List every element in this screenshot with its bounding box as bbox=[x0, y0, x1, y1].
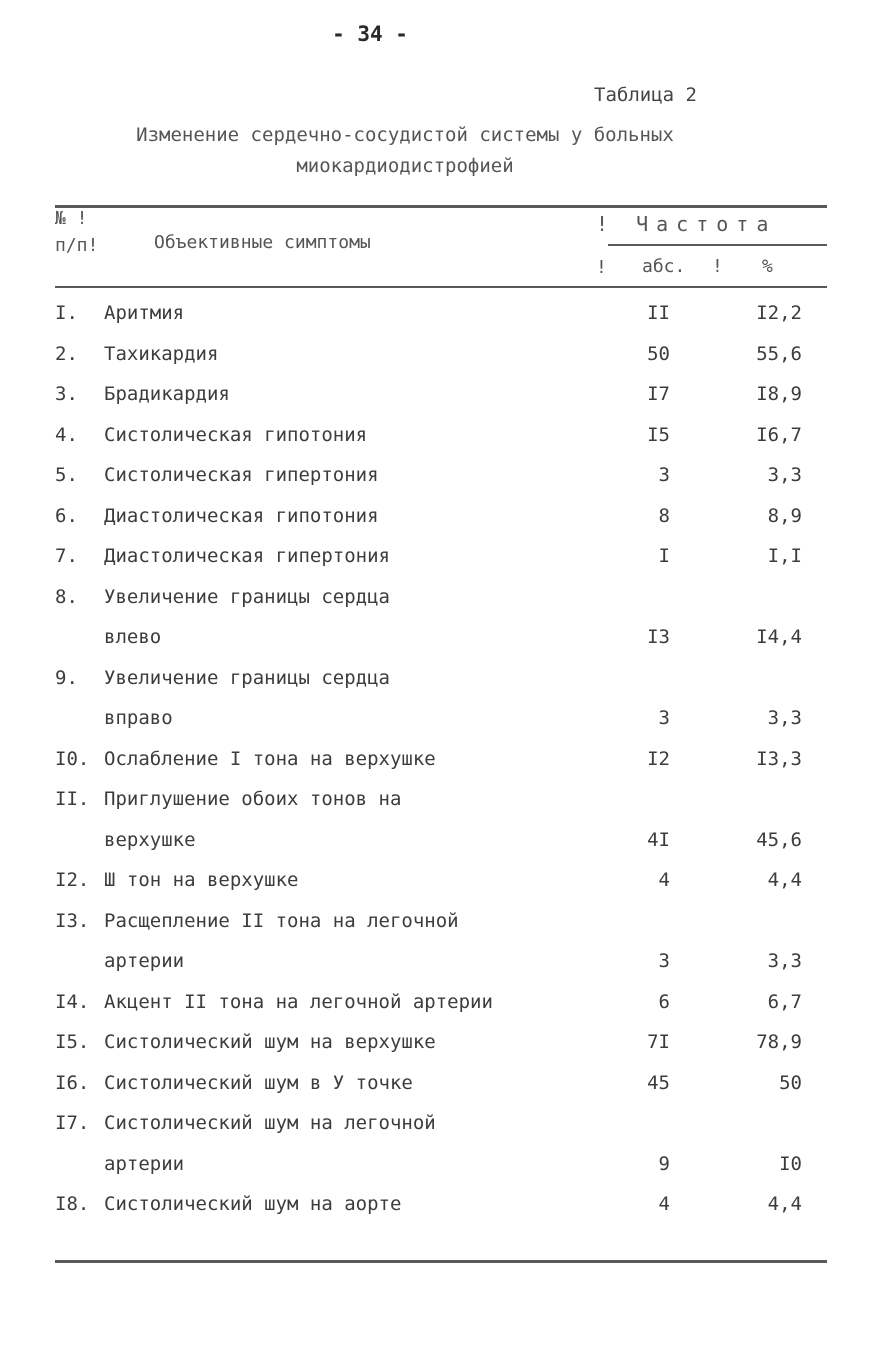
header-frequency: ! Частота bbox=[596, 212, 777, 236]
table-row bbox=[0, 744, 881, 785]
row-number: 8. bbox=[55, 585, 78, 608]
table-row bbox=[0, 1149, 881, 1190]
table-title-line2: миокардиодистрофией bbox=[296, 155, 514, 177]
table-row bbox=[0, 541, 881, 582]
table-row bbox=[0, 501, 881, 542]
table-label: Таблица 2 bbox=[594, 84, 697, 106]
table-bottom-rule bbox=[55, 1260, 827, 1263]
row-number: I. bbox=[55, 302, 78, 324]
row-symptom: Расщепление II тона на легочной bbox=[104, 909, 459, 932]
row-percent-value: I3,3 bbox=[756, 747, 802, 770]
row-percent-value: I2,2 bbox=[756, 302, 802, 324]
row-number: 4. bbox=[55, 423, 78, 446]
row-symptom: влево bbox=[104, 626, 162, 648]
row-symptom: Диастолическая гипотония bbox=[104, 504, 379, 527]
row-symptom: Увеличение границы сердца bbox=[104, 666, 390, 689]
row-absolute-value: 4 bbox=[658, 1193, 670, 1215]
row-percent-value: 6,7 bbox=[767, 990, 802, 1013]
row-symptom: Систолическая гипотония bbox=[104, 423, 368, 446]
table-row bbox=[0, 946, 881, 987]
row-percent-value: I4,4 bbox=[756, 626, 802, 648]
row-number: 7. bbox=[55, 545, 78, 567]
table-title-line1: Изменение сердечно-сосудистой системы у больных bbox=[136, 124, 674, 146]
row-symptom: Аритмия bbox=[104, 302, 185, 324]
row-absolute-value: 8 bbox=[658, 504, 670, 527]
row-symptom: Ш тон на верхушке bbox=[104, 869, 299, 891]
table-row bbox=[0, 1027, 881, 1068]
table-row bbox=[0, 379, 881, 420]
row-symptom: Систолический шум в У точке bbox=[104, 1071, 413, 1094]
header-absolute: абс. bbox=[642, 256, 686, 277]
row-number: 9. bbox=[55, 666, 78, 689]
header-separator-2: ! bbox=[712, 256, 723, 277]
row-number: 6. bbox=[55, 504, 78, 527]
table-row bbox=[0, 663, 881, 704]
row-symptom: артерии bbox=[104, 1152, 185, 1175]
row-absolute-value: I3 bbox=[647, 626, 670, 648]
row-percent-value: 8,9 bbox=[767, 504, 802, 527]
row-absolute-value: I7 bbox=[647, 383, 670, 405]
table-row bbox=[0, 825, 881, 866]
row-number: 2. bbox=[55, 342, 78, 365]
row-absolute-value: 4I bbox=[647, 828, 670, 851]
row-number: I7. bbox=[55, 1112, 90, 1134]
row-symptom: Систолическая гипертония bbox=[104, 464, 379, 486]
row-absolute-value: 3 bbox=[658, 707, 670, 729]
table-row bbox=[0, 703, 881, 744]
table-top-rule bbox=[55, 205, 827, 208]
row-symptom: Систолический шум на легочной bbox=[104, 1112, 436, 1134]
row-number: II. bbox=[55, 788, 90, 810]
row-absolute-value: 50 bbox=[647, 342, 670, 365]
header-separator-1: ! bbox=[596, 257, 607, 278]
row-percent-value: 3,3 bbox=[767, 707, 802, 729]
row-absolute-value: 7I bbox=[647, 1031, 670, 1053]
row-number: I5. bbox=[55, 1031, 90, 1053]
row-percent-value: 4,4 bbox=[767, 869, 802, 891]
row-symptom: Систолический шум на верхушке bbox=[104, 1031, 436, 1053]
frequency-rule bbox=[608, 244, 827, 246]
header-percent: % bbox=[762, 256, 773, 277]
row-absolute-value: II bbox=[647, 302, 670, 324]
row-percent-value: 4,4 bbox=[767, 1193, 802, 1215]
header-number-line1: № ! bbox=[55, 208, 88, 229]
page-number: - 34 - bbox=[332, 22, 408, 46]
row-absolute-value: 45 bbox=[647, 1071, 670, 1094]
row-number: I4. bbox=[55, 990, 90, 1013]
table-row bbox=[0, 906, 881, 947]
row-absolute-value: I5 bbox=[647, 423, 670, 446]
table-row bbox=[0, 865, 881, 906]
row-absolute-value: 3 bbox=[658, 464, 670, 486]
row-symptom: Диастолическая гипертония bbox=[104, 545, 390, 567]
row-percent-value: 50 bbox=[779, 1071, 802, 1094]
row-absolute-value: 3 bbox=[658, 950, 670, 972]
row-percent-value: 55,6 bbox=[756, 342, 802, 365]
table-row bbox=[0, 1108, 881, 1149]
row-symptom: вправо bbox=[104, 707, 173, 729]
table-row bbox=[0, 298, 881, 339]
table-body bbox=[0, 298, 881, 1230]
header-symptoms: Объективные симптомы bbox=[154, 232, 371, 253]
table-row bbox=[0, 460, 881, 501]
table-row bbox=[0, 622, 881, 663]
row-percent-value: I6,7 bbox=[756, 423, 802, 446]
header-number-line2: п/п! bbox=[55, 235, 99, 256]
row-number: I6. bbox=[55, 1071, 90, 1094]
row-percent-value: 78,9 bbox=[756, 1031, 802, 1053]
row-number: I3. bbox=[55, 909, 90, 932]
row-absolute-value: I bbox=[658, 545, 670, 567]
row-percent-value: I,I bbox=[767, 545, 802, 567]
row-percent-value: 3,3 bbox=[767, 464, 802, 486]
row-symptom: артерии bbox=[104, 950, 185, 972]
row-number: 3. bbox=[55, 383, 78, 405]
row-symptom: Ослабление I тона на верхушке bbox=[104, 747, 436, 770]
row-symptom: Систолический шум на аорте bbox=[104, 1193, 402, 1215]
row-symptom: Тахикардия bbox=[104, 342, 219, 365]
table-row bbox=[0, 987, 881, 1028]
row-number: 5. bbox=[55, 464, 78, 486]
row-symptom: Брадикардия bbox=[104, 383, 230, 405]
row-symptom: верхушке bbox=[104, 828, 196, 851]
row-absolute-value: 9 bbox=[658, 1152, 670, 1175]
table-row bbox=[0, 1189, 881, 1230]
row-percent-value: 3,3 bbox=[767, 950, 802, 972]
row-percent-value: I0 bbox=[779, 1152, 802, 1175]
table-row bbox=[0, 339, 881, 380]
table-row bbox=[0, 784, 881, 825]
row-percent-value: 45,6 bbox=[756, 828, 802, 851]
row-absolute-value: I2 bbox=[647, 747, 670, 770]
row-absolute-value: 6 bbox=[658, 990, 670, 1013]
row-number: I0. bbox=[55, 747, 90, 770]
table-header-rule bbox=[55, 286, 827, 288]
table-row bbox=[0, 582, 881, 623]
row-symptom: Приглушение обоих тонов на bbox=[104, 788, 402, 810]
row-number: I2. bbox=[55, 869, 90, 891]
table-title bbox=[60, 120, 750, 182]
row-symptom: Увеличение границы сердца bbox=[104, 585, 390, 608]
row-symptom: Акцент II тона на легочной артерии bbox=[104, 990, 493, 1013]
row-absolute-value: 4 bbox=[658, 869, 670, 891]
row-number: I8. bbox=[55, 1193, 90, 1215]
row-percent-value: I8,9 bbox=[756, 383, 802, 405]
table-row bbox=[0, 1068, 881, 1109]
table-row bbox=[0, 420, 881, 461]
